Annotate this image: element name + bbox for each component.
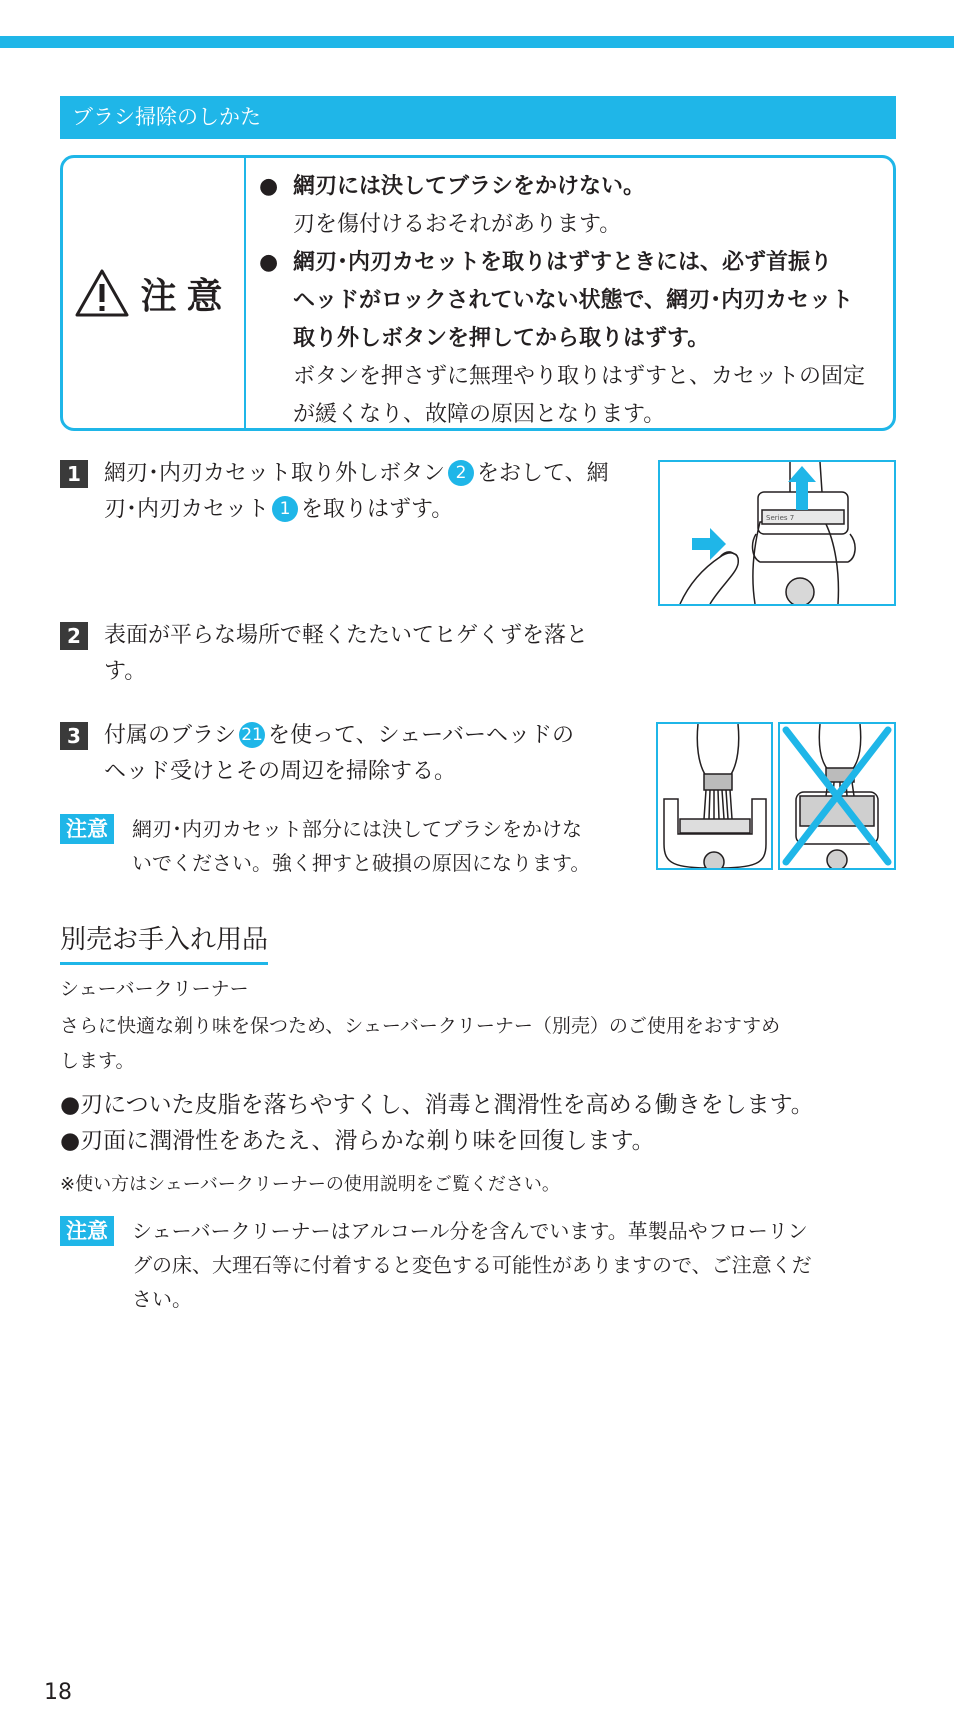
- caution-note-2: 注意 シェーバークリーナーはアルコール分を含んでいます。革製品やフローリン グの床、大理石等に付着すると変色する可能性がありますので、ご注意くだ さい。: [60, 1214, 114, 1248]
- step-number: 3: [60, 722, 88, 750]
- caution-line: ● 網刃･内刃カセットを取りはずすときには、必ず首振り: [259, 250, 833, 275]
- step-2: 2 表面が平らな場所で軽くたたいてヒゲくずを落と す。: [60, 618, 630, 690]
- caution-note-1: 注意 網刃･内刃カセット部分には決してブラシをかけな いでください。強く押すと破損の原因になります。: [60, 812, 114, 846]
- caution-line: ヘッドがロックされていない状態で、網刃･内刃カセット: [293, 288, 854, 313]
- ref-number-badge: 21: [239, 722, 265, 748]
- accessories-heading: 別売お手入れ用品: [60, 922, 268, 965]
- ref-number-badge: 1: [272, 496, 298, 522]
- caution-tag: 注意: [60, 1216, 114, 1246]
- caution-line: 刃を傷付けるおそれがあります。: [293, 212, 622, 237]
- figure-remove-cassette: [658, 460, 896, 606]
- svg-text:Series 7: Series 7: [766, 514, 795, 522]
- caution-line: 取り外しボタンを押してから取りはずす。: [293, 326, 710, 351]
- step-number: 2: [60, 622, 88, 650]
- step-1: 1 網刃･内刃カセット取り外しボタン 2 をおして、網 刃･内刃カセット 1 を取りはずす。: [60, 456, 630, 528]
- figure-brush-ng: [778, 722, 896, 870]
- benefit-item: ●刃についた皮脂を落ちやすくし、消毒と潤滑性を高める働きをします。: [60, 1092, 814, 1118]
- top-accent-bar: [0, 36, 954, 48]
- product-name: シェーバークリーナー: [60, 978, 249, 1000]
- section-title: ブラシ掃除のしかた: [60, 96, 896, 139]
- shaver-illustration: [660, 462, 894, 604]
- brush-cleaning-illustration: [658, 724, 771, 868]
- product-description: さらに快適な剃り味を保つため、シェーバークリーナー（別売）のご使用をおすすめ します。: [60, 1015, 781, 1072]
- caution-title: 注意: [140, 275, 233, 317]
- figure-brush-ok: [656, 722, 773, 870]
- ref-number-badge: 2: [448, 460, 474, 486]
- step-3: 3 付属のブラシ 21 を使って、シェーバーヘッドの ヘッド受けとその周辺を掃除する。: [60, 718, 630, 790]
- brush-prohibited-illustration: [780, 724, 894, 868]
- caution-tag: 注意: [60, 814, 114, 844]
- page-number: 18: [44, 1680, 72, 1705]
- caution-line: が緩くなり、故障の原因となります。: [293, 402, 666, 427]
- caution-text: [259, 168, 891, 434]
- warning-triangle-icon: [74, 268, 130, 318]
- caution-line: ボタンを押さずに無理やり取りはずすと、カセットの固定: [293, 364, 866, 389]
- caution-line: ● 網刃には決してブラシをかけない。: [259, 174, 646, 199]
- caution-box: [60, 155, 896, 431]
- reference-note: ※使い方はシェーバークリーナーの使用説明をご覧ください。: [60, 1174, 560, 1195]
- caution-label-cell: [63, 158, 246, 428]
- step-number: 1: [60, 460, 88, 488]
- benefit-item: ●刃面に潤滑性をあたえ、滑らかな剃り味を回復します。: [60, 1128, 655, 1154]
